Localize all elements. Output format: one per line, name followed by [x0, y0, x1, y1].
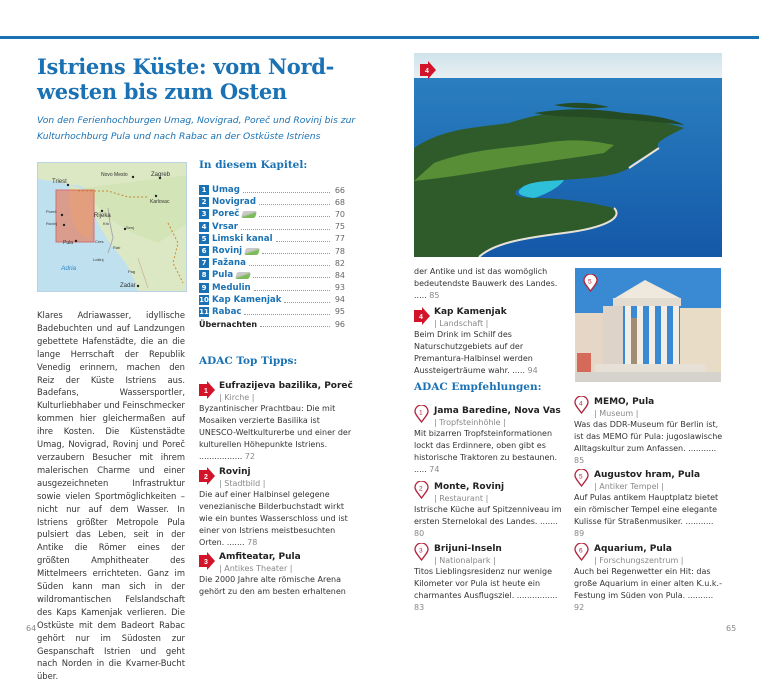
top-tipps-heading: ADAC Top Tipps: — [199, 355, 298, 367]
map-label-porec: Poreč — [46, 209, 57, 214]
toc-number: 11 — [199, 307, 209, 316]
page-number-right: 65 — [726, 624, 737, 633]
toc-page: 96 — [334, 319, 345, 329]
empfehlung-item — [574, 469, 724, 540]
toc-leader — [259, 211, 330, 217]
map-graphic — [38, 163, 187, 292]
toc-page: 66 — [334, 185, 345, 195]
svg-text:4: 4 — [579, 400, 583, 408]
empfehlung-name: Brijuni-Inseln — [434, 544, 502, 554]
temple-photo — [575, 268, 721, 382]
empfehlung-name: MEMO, Pula — [594, 397, 655, 407]
map-label-zagreb: Zagreb — [151, 172, 171, 178]
toc-leader — [243, 187, 330, 193]
pin-marker-icon — [414, 405, 429, 423]
empfehlung-description: Auch bei Regenwetter ein Hit: das große Aquarium in einer alten K.u.k.-Festung im Süden von Pula. .......... 92 — [574, 567, 722, 612]
tipp-continuation: der Antike und ist das womöglich bedeutendste Bauwerk des Landes. ..... 85 — [414, 267, 558, 300]
empfehlung-name: Augustov hram, Pula — [594, 470, 701, 480]
page-title — [37, 54, 367, 104]
toc-label: Limski kanal — [212, 233, 273, 244]
tipp-category: | Stadtbild | — [219, 479, 266, 488]
map-label-krk: Krk — [103, 221, 109, 226]
map-label-karlovac: Karlovac — [150, 199, 170, 205]
svg-text:1: 1 — [204, 388, 208, 395]
toc-page: 77 — [334, 234, 345, 244]
toc-leader — [241, 224, 330, 230]
map-label-losinj: Lošinj — [93, 257, 104, 262]
toc-leader — [244, 309, 330, 315]
map-label-zadar: Zadar — [120, 283, 136, 289]
toc-item[interactable] — [199, 196, 345, 208]
empfehlung-name: Aquarium, Pula — [594, 544, 672, 554]
toc-number: 4 — [199, 222, 209, 232]
toc-item[interactable] — [199, 294, 345, 306]
arrow-marker-icon — [199, 381, 215, 399]
toc-leader — [284, 297, 330, 303]
toc-item[interactable] — [199, 306, 345, 318]
toc-page: 70 — [334, 209, 345, 219]
empfehlung-item — [574, 543, 724, 614]
tipp-description: Beim Drink im Schilf des Naturschutzgebiets auf der Premantura-Halbinsel werden Aussteigerträume wahr. ..... 94 — [414, 330, 538, 375]
toc-number: 5 — [199, 234, 209, 244]
coast-aerial-photo — [414, 53, 722, 257]
toc-label: Vrsar — [212, 221, 239, 232]
pin-marker-icon — [414, 481, 429, 499]
tipp-description: Die 2000 Jahre alte römische Arena gehört zu den am besten erhaltenen — [199, 575, 346, 596]
book-icon — [244, 248, 260, 255]
empfehlung-name: Monte, Rovinj — [434, 482, 505, 492]
toc-page: 68 — [334, 197, 345, 207]
toc-number: 10 — [199, 295, 209, 304]
toc-label: Übernachten — [199, 319, 258, 329]
pin-marker-icon — [414, 543, 429, 561]
tipp-name: Kap Kamenjak — [434, 307, 507, 317]
empfehlungen-heading: ADAC Empfehlungen: — [414, 381, 542, 393]
map-label-rijeka: Rijeka — [94, 213, 111, 219]
top-rule — [0, 36, 759, 39]
toc-item[interactable] — [199, 221, 345, 233]
empfehlung-description: Titos Lieblingsresidenz nur wenige Kilometer vor Pula ist heute ein charmantes Ausflugsziel. ................ 83 — [414, 567, 558, 612]
empfehlung-category: | Restaurant | — [434, 494, 489, 503]
toc-item[interactable] — [199, 233, 345, 245]
map-label-rovinj: Rovinj — [46, 221, 58, 226]
toc-page: 75 — [334, 222, 345, 232]
toc-leader — [276, 236, 330, 242]
page-subtitle: Von den Ferienhochburgen Umag, Novigrad, Poreč und Rovinj bis zur Kulturhochburg Pula und nach Rabac an der Ostküste Istriens — [37, 115, 356, 142]
svg-text:3: 3 — [419, 547, 423, 555]
toc-label: Novigrad — [212, 197, 256, 208]
arrow-marker-icon — [199, 467, 215, 485]
svg-text:4: 4 — [425, 68, 429, 75]
book-icon — [235, 272, 251, 279]
toc-label: Fažana — [212, 258, 246, 269]
toc-page: 84 — [334, 270, 345, 280]
pin-marker-icon — [574, 469, 589, 487]
map-label-pula: Pula — [63, 240, 74, 246]
toc-page: 78 — [334, 246, 345, 256]
page-number-left: 64 — [26, 624, 37, 633]
toc-list — [199, 184, 345, 330]
tipp-category: | Antikes Theater | — [219, 564, 293, 573]
svg-text:1: 1 — [419, 409, 423, 417]
tipp-name: Amfiteatar, Pula — [219, 552, 301, 562]
empfehlung-item — [414, 543, 564, 614]
svg-text:2: 2 — [204, 474, 208, 481]
svg-text:6: 6 — [579, 547, 583, 555]
tipp-name: Eufrazijeva bazilika, Poreč — [219, 381, 353, 391]
title-line-2: westen bis zum Osten — [37, 79, 287, 104]
empfehlung-category: | Antiker Tempel | — [594, 482, 664, 491]
map-label-senj: Senj — [126, 225, 135, 230]
svg-text:5: 5 — [579, 473, 583, 481]
empfehlung-category: | Forschungszentrum | — [594, 556, 684, 565]
empfehlung-category: | Tropfsteinhöhle | — [434, 418, 506, 427]
empfehlung-category: | Museum | — [594, 409, 639, 418]
toc-page: 95 — [334, 307, 345, 317]
toc-leader — [260, 321, 330, 327]
svg-text:2: 2 — [419, 485, 423, 493]
toc-number: 9 — [199, 283, 209, 293]
toc-number: 6 — [199, 246, 209, 256]
svg-text:3: 3 — [204, 559, 208, 566]
empfehlung-name: Jama Baredine, Nova Vas — [434, 406, 561, 416]
toc-page: 94 — [334, 295, 345, 305]
intro-text: Klares Adriawasser, idyllische Badebuchten und auf Landzungen gebettete Hafenstädte, die an die lange Herrschaft der Republik Venedig erinnern, machen den Reiz der Küste Istriens aus. Badefans, Wassersportler, Kulturliebhaber und Feinschmecker kommen hier gleichermaßen auf ihre Kosten. Die Küstenstädte Umag, Novigrad, Rovinj und Poreč verzaubern Besucher mit ihrem malerischen Charme und einer ausgezeichneten Infrastruktur sowie vielen Sportmöglichkeiten – nicht nur auf dem Wasser. In Istriens größter Metropole Pula pulsiert das Leben, seit in der Antike die Römer eines der größten Amphitheater des Mittelmeers errichteten. Ganz im Süden kann man sich in der wildromantischen Felslandschaft des Kaps Kamenjak verlieren. Die Ostküste mit dem Badeort Rabac gehört nur im Südosten zur Gespanschaft Istrien und geht nach Norden in die Kvarner-Bucht über. — [37, 310, 185, 682]
top-tipp-item — [414, 306, 564, 377]
empfehlung-item — [574, 396, 724, 467]
toc-leader — [253, 272, 330, 278]
toc-label: Pula — [212, 270, 234, 281]
toc-item[interactable] — [199, 245, 345, 257]
title-line-1: Istriens Küste: vom Nord- — [37, 54, 335, 79]
top-tipp-item — [199, 551, 359, 598]
empfehlung-category: | Nationalpark | — [434, 556, 496, 565]
toc-item[interactable] — [199, 269, 345, 281]
toc-heading: In diesem Kapitel: — [199, 159, 308, 171]
pin-marker-icon — [574, 396, 589, 414]
book-icon — [241, 211, 257, 218]
toc-label: Rabac — [212, 306, 242, 317]
tipp-name: Rovinj — [219, 467, 251, 477]
toc-leader — [262, 248, 330, 254]
arrow-marker-icon — [199, 552, 215, 570]
toc-page: 82 — [334, 258, 345, 268]
toc-number: 3 — [199, 209, 209, 219]
toc-page: 93 — [334, 283, 345, 293]
map-label-rab: Rab — [113, 245, 121, 250]
svg-text:5: 5 — [588, 278, 592, 286]
toc-label: Medulin — [212, 282, 251, 293]
map-label-cres: Cres — [95, 239, 104, 244]
arrow-marker-icon — [420, 61, 436, 79]
toc-item[interactable] — [199, 282, 345, 294]
toc-leader — [259, 199, 330, 205]
coast-photo-graphic — [414, 53, 722, 257]
toc-label: Rovinj — [212, 246, 243, 257]
pin-marker-icon — [574, 543, 589, 561]
toc-item-uebernachten[interactable] — [199, 318, 345, 330]
svg-text:4: 4 — [419, 314, 423, 321]
toc-leader — [254, 285, 330, 291]
toc-leader — [249, 260, 330, 266]
empfehlung-description: Was das DDR-Museum für Berlin ist, ist das MEMO für Pula: jugoslawische Alltagskultur zum Anfassen. ........... 85 — [574, 420, 723, 465]
tipp-category: | Kirche | — [219, 393, 255, 402]
empfehlung-item — [414, 405, 564, 476]
toc-number: 2 — [199, 197, 209, 207]
map-label-novo-mesto: Novo Mesto — [101, 172, 128, 178]
toc-number: 1 — [199, 185, 209, 195]
map-label-pag: Pag — [128, 269, 136, 274]
toc-item[interactable] — [199, 184, 345, 196]
top-tipp-item — [199, 380, 359, 463]
empfehlung-item — [414, 481, 564, 540]
map-label-adria: Adria — [61, 265, 77, 272]
region-map — [37, 162, 187, 292]
empfehlung-description: Mit bizarren Tropfsteinformationen lockt das Erdinnere, oben gibt es historische Traktoren zu bestaunen. ..... 74 — [414, 429, 558, 474]
toc-item[interactable] — [199, 257, 345, 269]
tipp-description: Die auf einer Halbinsel gelegene venezianische Bilderbuchstadt wirkt wie ein buntes Wasserschloss und ist einer von Istriens meistbesuchten Orten. ....... 78 — [199, 490, 348, 547]
pin-marker-icon — [583, 274, 598, 292]
toc-label: Umag — [212, 185, 240, 196]
toc-label: Kap Kamenjak — [212, 294, 282, 305]
empfehlung-description: Auf Pulas antikem Hauptplatz bietet ein römischer Tempel eine elegante Kulisse für Straßenmusiker. ........... 89 — [574, 493, 719, 538]
tipp-description: Byzantinischer Prachtbau: Die mit Mosaiken verzierte Basilika ist UNESCO-Weltkulturerbe und einer der kulturellen Höhepunkte Istriens. ................. 72 — [199, 404, 352, 461]
empfehlung-description: Istrische Küche auf Spitzenniveau im ersten Sternelokal des Landes. ....... 80 — [414, 505, 562, 538]
map-label-triest: Triest — [52, 179, 67, 185]
top-tipp-item — [199, 466, 359, 549]
toc-label: Poreč — [212, 209, 240, 220]
toc-number: 7 — [199, 258, 209, 268]
tipp-category: | Landschaft | — [434, 319, 489, 328]
toc-number: 8 — [199, 270, 209, 280]
toc-item[interactable] — [199, 208, 345, 220]
arrow-marker-icon — [414, 307, 430, 325]
